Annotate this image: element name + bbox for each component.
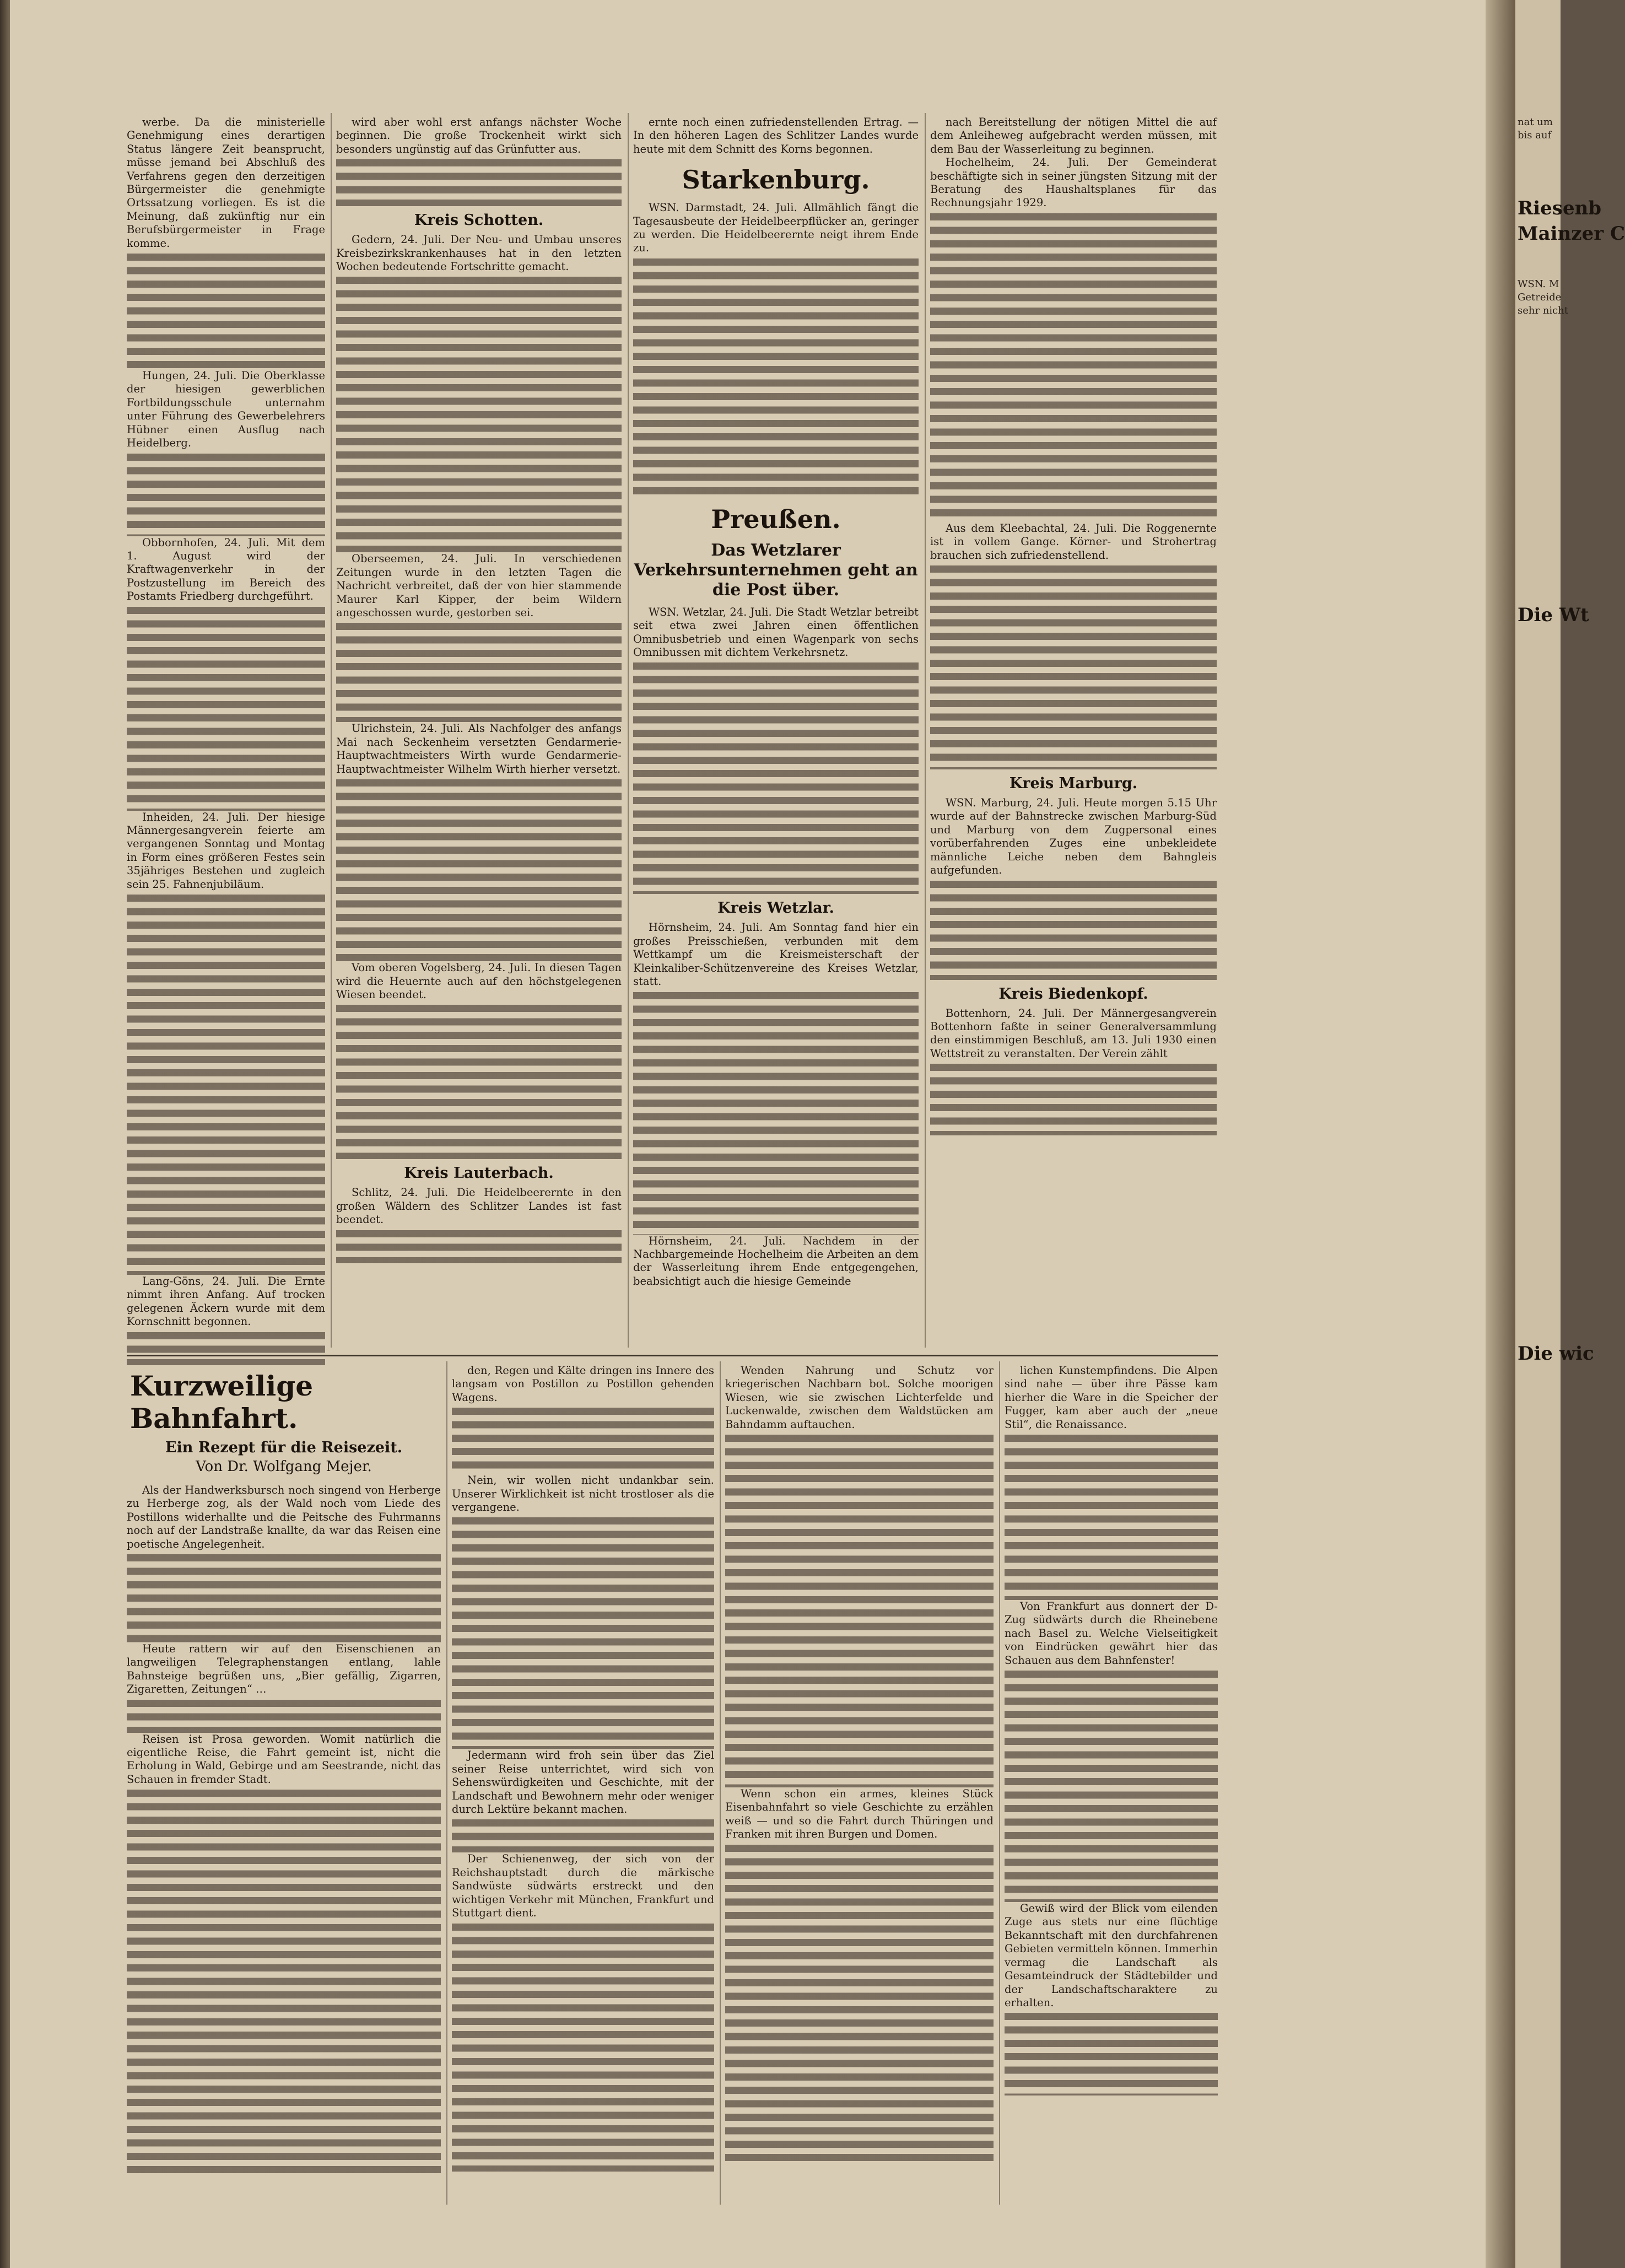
text-lines bbox=[336, 1230, 622, 1263]
text-lines bbox=[336, 277, 622, 552]
text-lines bbox=[633, 992, 919, 1235]
district-heading: Kreis Wetzlar. bbox=[717, 899, 834, 917]
article-paragraph: Inheiden, 24. Juli. Der hiesige Männergesangverein feierte am vergangenen Sonntag und Montag in Form eines größeren Festes sein 35jähriges Bestehen und zugleich sein 25. Fahnenjubiläum. bbox=[127, 810, 325, 891]
column-3 bbox=[633, 116, 919, 1348]
text-lines bbox=[930, 213, 1217, 522]
article-paragraph: Gewiß wird der Blick vom eilenden Zuge aus stets nur eine flüchtige Bekanntschaft mit den durchfahrenen Gebieten vermitteln können. Immerhin vermag die Landschaft als Gesamteindruck der Städtebilder und der Landschaftscharaktere zu erhalten. bbox=[1005, 1902, 1218, 2009]
binding-edge bbox=[0, 0, 10, 2268]
text-lines bbox=[930, 881, 1217, 980]
article-paragraph: Oberseemen, 24. Juli. In verschiedenen Zeitungen wurde in den letzten Tagen die Nachricht verbreitet, daß der von hier stammende Maurer Karl Kipper, der beim Wildern angeschossen wurde, gestorben sei. bbox=[336, 552, 622, 619]
column-rule bbox=[999, 1361, 1000, 2205]
article-paragraph: den, Regen und Kälte dringen ins Innere des langsam von Postillon zu Postillon gehenden Wagens. bbox=[452, 1364, 714, 1404]
column-1 bbox=[127, 116, 325, 1348]
feature-column-4 bbox=[1005, 1364, 1218, 2205]
section-divider bbox=[127, 1355, 1218, 1356]
article-paragraph: Als der Handwerksbursch noch singend von Herberge zu Herberge zog, als der Wald noch vom Liede des Postillons widerhallte und die Peitsche des Fuhrmanns noch auf der Landstraße knallte, da war das Reisen eine poetische Angelegenheit. bbox=[127, 1484, 441, 1550]
section-heading: Starkenburg. bbox=[682, 165, 870, 195]
article-paragraph: Der Schienenweg, der sich von der Reichshauptstadt durch die märkische Sandwüste südwärts erstreckt und den wichtigen Verkehr mit München, Frankfurt und Stuttgart dient. bbox=[452, 1852, 714, 1920]
text-lines bbox=[1005, 1671, 1218, 1902]
column-4 bbox=[930, 116, 1217, 1348]
adjacent-text: Getreide bbox=[1518, 292, 1562, 303]
adjacent-heading: Riesenb bbox=[1518, 197, 1602, 219]
text-lines bbox=[336, 779, 622, 961]
text-lines bbox=[127, 1790, 441, 2175]
article-paragraph: Nein, wir wollen nicht undankbar sein. Unserer Wirklichkeit ist nicht trostloser als die vergangene. bbox=[452, 1474, 714, 1514]
text-lines bbox=[452, 1924, 714, 2172]
article-paragraph: Von Frankfurt aus donnert der D-Zug südwärts durch die Rheinebene nach Basel zu. Welche Vielseitigkeit von Eindrücken gewährt hier das Schauen aus dem Bahnfenster! bbox=[1005, 1600, 1218, 1667]
article-paragraph: ernte noch einen zufriedenstellenden Ertrag. — In den höheren Lagen des Schlitzer Landes wurde heute mit dem Schnitt des Korns begonnen. bbox=[633, 116, 919, 155]
column-rule bbox=[331, 113, 332, 1348]
feature-column-3 bbox=[725, 1364, 994, 2205]
adjacent-heading: Mainzer C bbox=[1518, 223, 1625, 245]
article-paragraph: nach Bereitstellung der nötigen Mittel die auf dem Anleiheweg aufgebracht werden müssen, mit dem Bau der Wasserleitung zu beginnen. bbox=[930, 116, 1217, 155]
text-lines bbox=[930, 1064, 1217, 1135]
text-lines bbox=[127, 454, 325, 536]
feature-byline: Von Dr. Wolfgang Mejer. bbox=[196, 1458, 372, 1475]
text-lines bbox=[452, 1517, 714, 1749]
article-paragraph: Hörnsheim, 24. Juli. Nachdem in der Nachbargemeinde Hochelheim die Arbeiten an dem der Wasserleitung ihrem Ende entgegengehen, beabsichtigt auch die hiesige Gemeinde bbox=[633, 1234, 919, 1287]
text-lines bbox=[127, 1554, 441, 1642]
article-paragraph: werbe. Da die ministerielle Genehmigung eines derartigen Status längere Zeit beansprucht, müsse jemand bei Abschluß des Verfahrens gegen den derzeitigen Bürgermeister die genehmigte Ortssatzung vorliegen. Es ist die Meinung, daß zukünftig nur ein Berufsbürgermeister in Frage komme. bbox=[127, 116, 325, 250]
text-lines bbox=[1005, 1435, 1218, 1600]
feature-subtitle: Ein Rezept für die Reisezeit. bbox=[165, 1439, 403, 1456]
text-lines bbox=[127, 254, 325, 369]
article-paragraph: Gedern, 24. Juli. Der Neu- und Umbau unseres Kreisbezirkskrankenhauses hat in den letzten Wochen bedeutende Fortschritte gemacht. bbox=[336, 233, 622, 273]
adjacent-text: nat um bbox=[1518, 116, 1553, 128]
newspaper-page bbox=[10, 0, 1486, 2268]
text-lines bbox=[930, 565, 1217, 769]
article-paragraph: WSN. Darmstadt, 24. Juli. Allmählich fängt die Tagesausbeute der Heidelbeerpflücker an, geringer zu werden. Die Heidelbeerernte neigt ihrem Ende zu. bbox=[633, 201, 919, 255]
column-2 bbox=[336, 116, 622, 1348]
article-paragraph: lichen Kunstempfindens. Die Alpen sind nahe — über ihre Pässe kam hierher die Ware in die Speicher der Fugger, kam aber auch der „neue Stil“, die Renaissance. bbox=[1005, 1364, 1218, 1431]
article-paragraph: Ulrichstein, 24. Juli. Als Nachfolger des anfangs Mai nach Seckenheim versetzten Gendarmerie-Hauptwachtmeisters Wirth wurde Gendarmerie-Hauptwachtmeister Wilhelm Wirth hierher versetzt. bbox=[336, 722, 622, 775]
section-heading: Preußen. bbox=[711, 504, 841, 534]
article-paragraph: Heute rattern wir auf den Eisenschienen an langweiligen Telegraphenstangen entlang, lahle Bahnsteige begrüßen uns, „Bier gefällig, Zigarren, Zigaretten, Zeitungen“ … bbox=[127, 1642, 441, 1696]
article-headline: Das Wetzlarer Verkehrsunternehmen geht an die Post über. bbox=[634, 540, 918, 600]
article-paragraph: Wenden Nahrung und Schutz vor kriegerischen Nachbarn bot. Solche moorigen Wiesen, wie sie zwischen Lichterfelde und Luckenwalde, zwischen dem Waldstücken am Bahndamm auftauchen. bbox=[725, 1364, 994, 1431]
text-lines bbox=[127, 607, 325, 811]
article-paragraph: Obbornhofen, 24. Juli. Mit dem 1. August wird der Kraftwagenverkehr in der Postzustellung im Bereich des Postamts Friedberg durchgeführt. bbox=[127, 536, 325, 603]
article-paragraph: Reisen ist Prosa geworden. Womit natürlich die eigentliche Reise, die Fahrt gemeint ist, nicht die Erholung in Wald, Gebirge und am Seestrande, nicht das Schauen in fremder Stadt. bbox=[127, 1732, 441, 1786]
text-lines bbox=[725, 1435, 994, 1787]
district-heading: Kreis Schotten. bbox=[414, 212, 544, 229]
article-paragraph: Hochelheim, 24. Juli. Der Gemeinderat beschäftigte sich in seiner jüngsten Sitzung mit der Beratung des Haushaltsplanes für das Rechnungsjahr 1929. bbox=[930, 156, 1217, 209]
article-paragraph: Wenn schon ein armes, kleines Stück Eisenbahnfahrt so viele Geschichte zu erzählen weiß — und so die Fahrt durch Thüringen und Franken mit ihren Burgen und Domen. bbox=[725, 1787, 994, 1841]
article-paragraph: Jedermann wird froh sein über das Ziel seiner Reise unterrichtet, wird sich von Sehenswürdigkeiten und Geschichte, mit der Landschaft und Bewohnern mehr oder weniger durch Lektüre bekannt machen. bbox=[452, 1749, 714, 1816]
text-lines bbox=[452, 1819, 714, 1852]
text-lines bbox=[633, 662, 919, 894]
column-rule bbox=[628, 113, 629, 1348]
text-lines bbox=[127, 1332, 325, 1365]
article-paragraph: WSN. Wetzlar, 24. Juli. Die Stadt Wetzlar betreibt seit etwa zwei Jahren einen öffentlichen Omnibusbetrieb und einen Wagenpark von sechs Omnibussen mit dichtem Verkehrsnetz. bbox=[633, 605, 919, 659]
text-lines bbox=[336, 623, 622, 722]
article-paragraph: Hungen, 24. Juli. Die Oberklasse der hiesigen gewerblichen Fortbildungsschule unternahm unter Führung des Gewerbelehrers Hübner einen Ausflug nach Heidelberg. bbox=[127, 369, 325, 450]
article-paragraph: Bottenhorn, 24. Juli. Der Männergesangverein Bottenhorn faßte in seiner Generalversammlung den einstimmigen Beschluß, am 13. Juli 1930 einen Wettstreit zu veranstalten. Der Verein zählt bbox=[930, 1006, 1217, 1060]
page-fold bbox=[1486, 0, 1515, 2268]
adjacent-text: bis auf bbox=[1518, 130, 1552, 141]
text-lines bbox=[452, 1408, 714, 1474]
adjacent-text: WSN. M bbox=[1518, 278, 1559, 290]
article-paragraph: Aus dem Kleebachtal, 24. Juli. Die Roggenernte ist in vollem Gange. Körner- und Strohertrag brauchen sich zufriedenstellend. bbox=[930, 521, 1217, 562]
article-paragraph: Vom oberen Vogelsberg, 24. Juli. In diesen Tagen wird die Heuernte auch auf den höchstgelegenen Wiesen beendet. bbox=[336, 961, 622, 1001]
article-paragraph: Schlitz, 24. Juli. Die Heidelbeerernte in den großen Wäldern des Schlitzer Landes ist fast beendet. bbox=[336, 1186, 622, 1226]
feature-column-2 bbox=[452, 1364, 714, 2205]
adjacent-page-strip bbox=[1515, 0, 1625, 2268]
text-lines bbox=[725, 1845, 994, 2164]
text-lines bbox=[1005, 2013, 1218, 2095]
article-paragraph: Hörnsheim, 24. Juli. Am Sonntag fand hier ein großes Preisschießen, verbunden mit dem Wettkampf um die Kreismeisterschaft der Kleinkaliber-Schützenvereine des Kreises Wetzlar, statt. bbox=[633, 921, 919, 988]
adjacent-heading: Die wic bbox=[1518, 1343, 1594, 1365]
text-lines bbox=[336, 1005, 622, 1159]
article-paragraph: WSN. Marburg, 24. Juli. Heute morgen 5.15 Uhr wurde auf der Bahnstrecke zwischen Marburg-Süd und Marburg von dem Zugpersonal eines vorüberfahrenden Zuges eine unbekleidete männliche Leiche neben dem Bahngleis aufgefunden. bbox=[930, 796, 1217, 877]
article-paragraph: wird aber wohl erst anfangs nächster Woche beginnen. Die große Trockenheit wirkt sich besonders ungünstig auf das Grünfutter aus. bbox=[336, 116, 622, 155]
text-lines bbox=[127, 1700, 441, 1733]
district-heading: Kreis Biedenkopf. bbox=[998, 985, 1148, 1003]
district-heading: Kreis Marburg. bbox=[1009, 775, 1138, 793]
article-paragraph: Lang-Göns, 24. Juli. Die Ernte nimmt ihren Anfang. Auf trocken gelegenen Äckern wurde mit dem Kornschnitt begonnen. bbox=[127, 1274, 325, 1328]
column-rule bbox=[720, 1361, 721, 2205]
feature-column-1 bbox=[127, 1364, 441, 2205]
text-lines bbox=[127, 895, 325, 1275]
adjacent-text: sehr nicht bbox=[1518, 305, 1569, 316]
column-rule bbox=[446, 1361, 447, 2205]
text-lines bbox=[633, 258, 919, 495]
column-rule bbox=[925, 113, 926, 1348]
adjacent-heading: Die Wt bbox=[1518, 604, 1589, 626]
district-heading: Kreis Lauterbach. bbox=[404, 1165, 554, 1182]
feature-title: Kurzweilige Bahnfahrt. bbox=[130, 1370, 314, 1435]
text-lines bbox=[336, 159, 622, 206]
